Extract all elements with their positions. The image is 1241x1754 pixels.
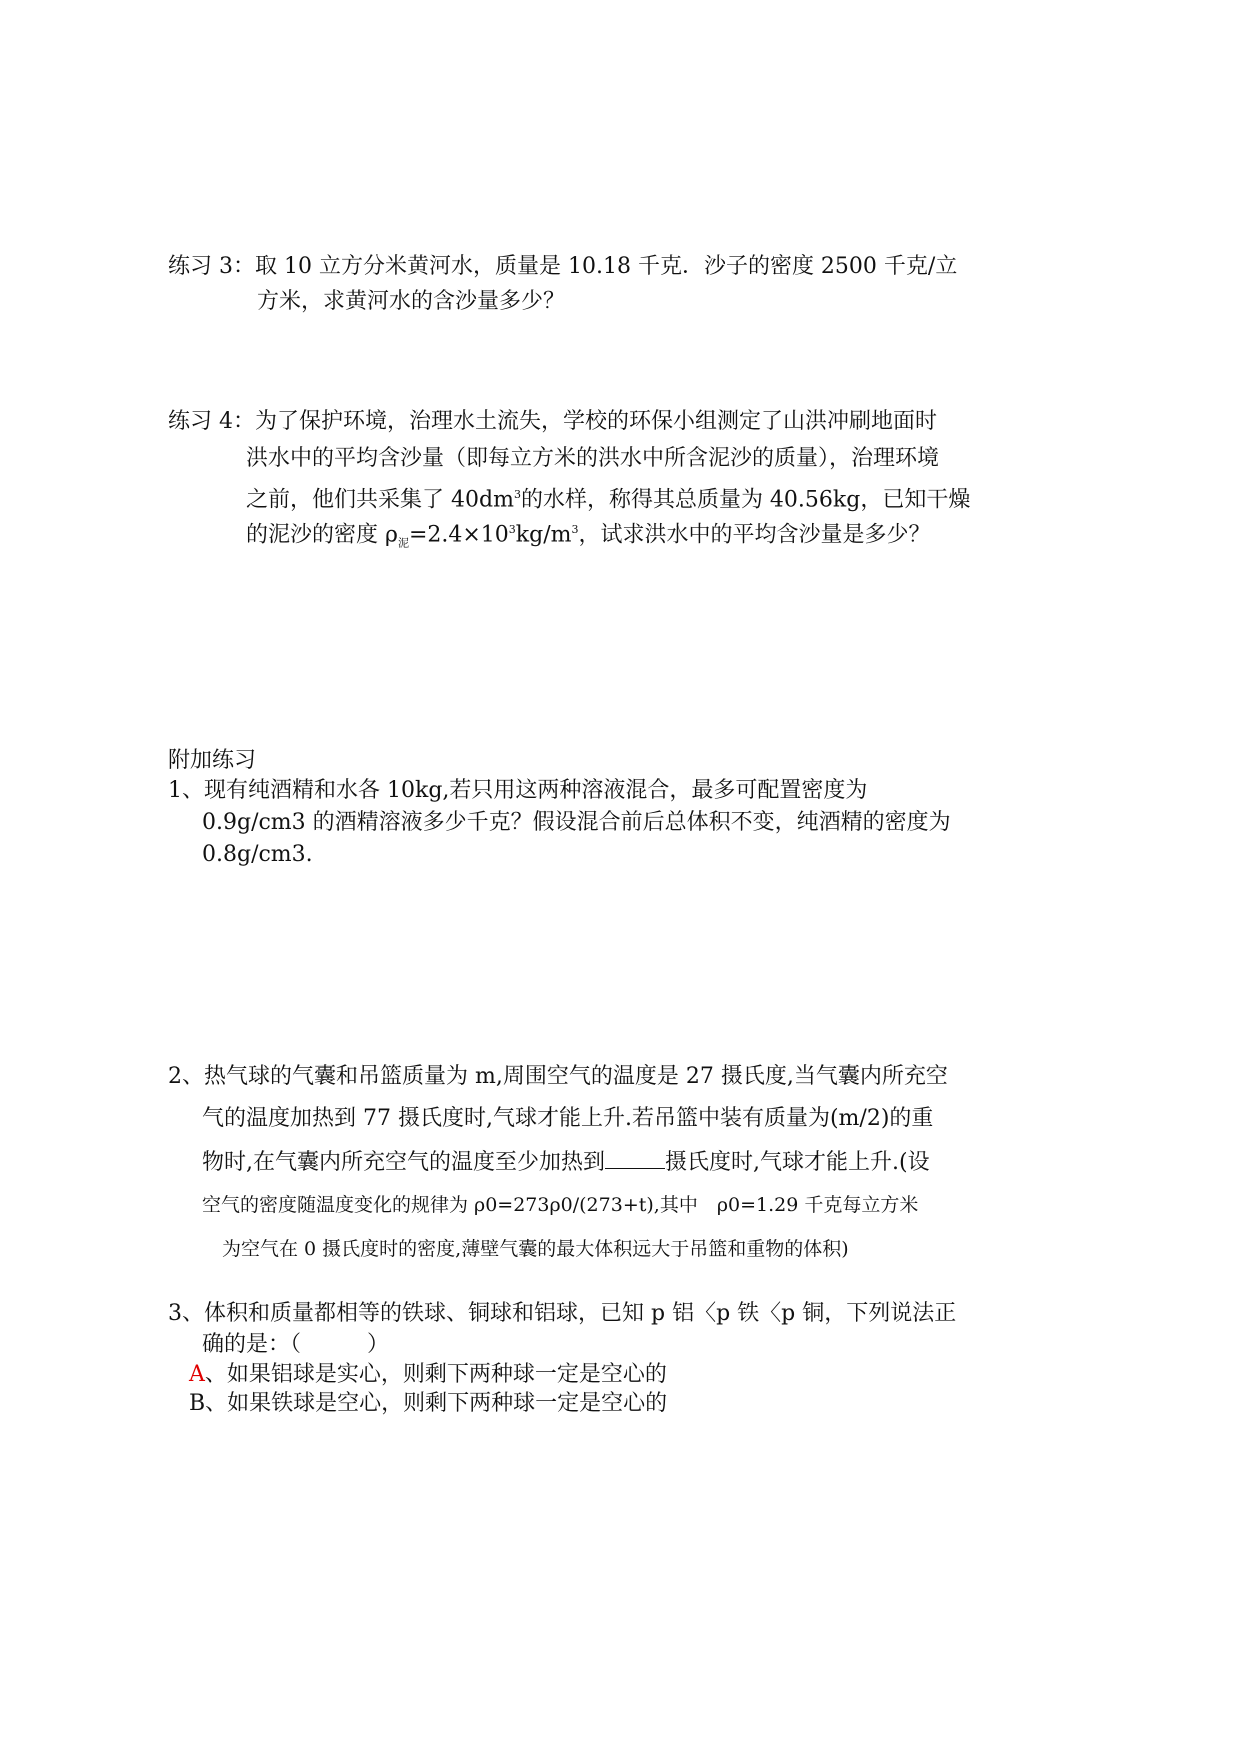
exercise-4-line-4 — [246, 516, 931, 558]
question-3-line-1: 3、体积和质量都相等的铁球、铜球和铝球，已知 p 铝〈p 铁〈p 铜，下列说法正 — [168, 1301, 957, 1326]
question-3-line-2: 确的是：（ ） — [202, 1332, 390, 1357]
question-1-line-3: 0.8g/cm3. — [202, 842, 313, 867]
exercise-4-line-2: 洪水中的平均含沙量（即每立方米的洪水中所含泥沙的质量），治理环境 — [246, 446, 940, 471]
question-2-line-3-text-b: 摄氏度时,气球才能上升.(设 — [665, 1150, 930, 1175]
exercise-4-line-4-text-a: 的泥沙的密度 ρ — [246, 522, 398, 548]
option-a-letter: A — [189, 1362, 205, 1387]
question-2-line-1: 2、热气球的气囊和吊篮质量为 m,周围空气的温度是 27 摄氏度,当气囊内所充空 — [168, 1064, 948, 1089]
exercise-4-line-4-text-c: kg/m — [515, 522, 572, 548]
question-2-line-5: 为空气在 0 摄氏度时的密度,薄壁气囊的最大体积远大于吊篮和重物的体积) — [222, 1238, 849, 1260]
question-2-line-3 — [202, 1148, 930, 1177]
exercise-4-line-1: 练习 4：为了保护环境，治理水土流失，学校的环保小组测定了山洪冲刷地面时 — [168, 409, 937, 434]
exercise-4-line-3 — [246, 481, 970, 514]
option-b[interactable]: B、如果铁球是空心，则剩下两种球一定是空心的 — [189, 1391, 668, 1416]
exercise-4-line-4-text-b: =2.4×10 — [408, 522, 509, 548]
superscript-3: 3 — [571, 523, 579, 536]
superscript-3: 3 — [513, 488, 521, 501]
question-2-line-4: 空气的密度随温度变化的规律为 ρ0=273ρ0/(273+t),其中 ρ0=1.29 千克每立方米 — [202, 1194, 919, 1216]
question-2-line-3-text-a: 物时,在气囊内所充空气的温度至少加热到 — [202, 1150, 605, 1175]
exercise-4-line-3-text-b: 的水样，称得其总质量为 40.56kg，已知干燥 — [520, 487, 971, 513]
superscript-3: 3 — [508, 523, 516, 536]
option-a-text: 、如果铝球是实心，则剩下两种球一定是空心的 — [204, 1362, 667, 1387]
extra-exercises-title: 附加练习 — [168, 748, 257, 773]
question-1-line-1: 1、现有纯酒精和水各 10kg,若只用这两种溶液混合，最多可配置密度为 — [168, 778, 868, 803]
exercise-3-line-1: 练习 3：取 10 立方分米黄河水，质量是 10.18 千克．沙子的密度 2500 千克/立 — [168, 254, 958, 279]
exercise-3-line-2: 方米，求黄河水的含沙量多少？ — [257, 289, 566, 314]
question-2-line-2: 气的温度加热到 77 摄氏度时,气球才能上升.若吊篮中装有质量为(m/2)的重 — [202, 1106, 934, 1131]
answer-blank[interactable] — [605, 1148, 665, 1169]
subscript-mud: 泥 — [397, 536, 409, 550]
option-a[interactable] — [189, 1361, 667, 1389]
question-1-line-2: 0.9g/cm3 的酒精溶液多少千克？假设混合前后总体积不变，纯酒精的密度为 — [202, 810, 951, 835]
exercise-4-line-3-text-a: 之前，他们共采集了 40dm — [246, 487, 514, 513]
exercise-4-line-4-text-d: ，试求洪水中的平均含沙量是多少？ — [578, 522, 931, 548]
